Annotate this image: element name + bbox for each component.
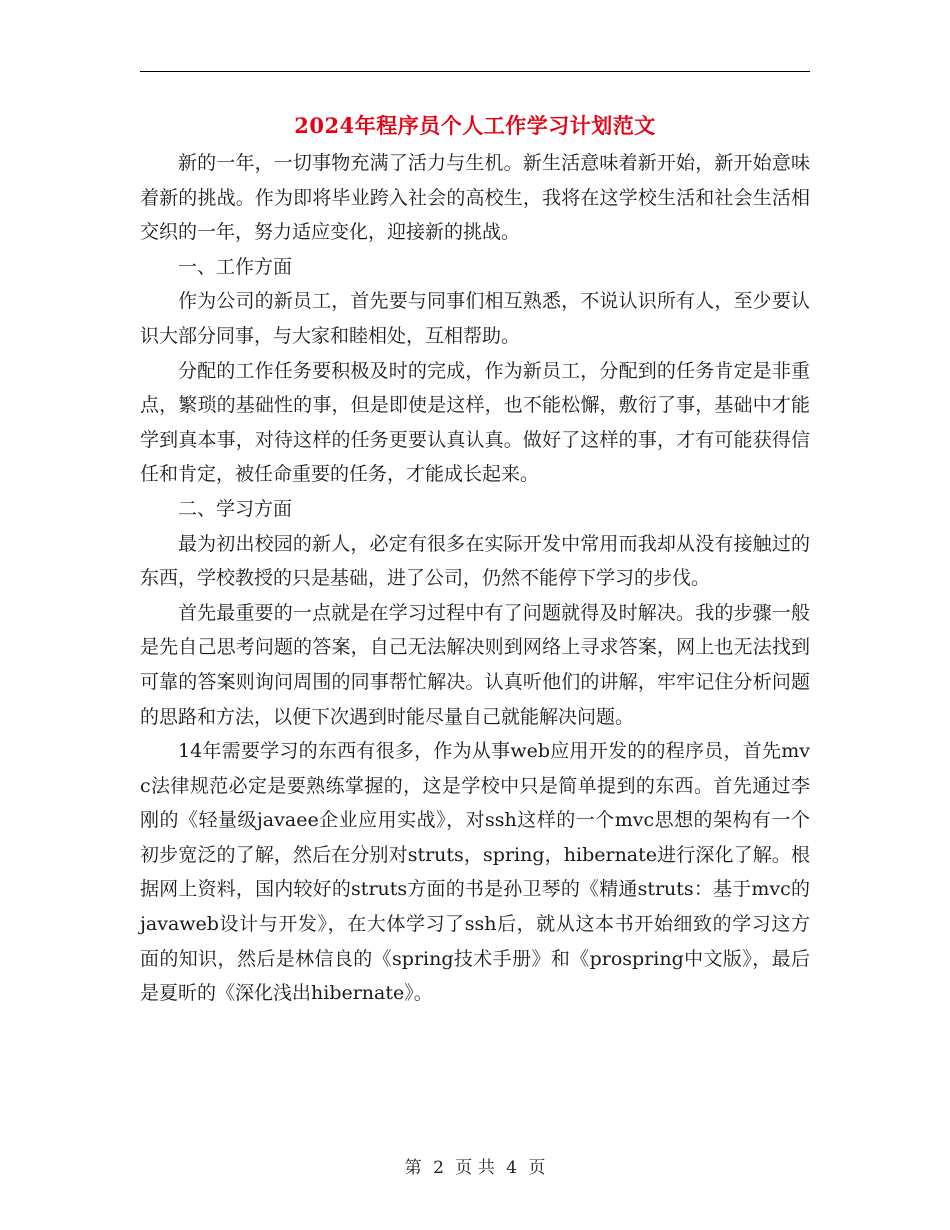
section-heading-study: 二、学习方面 xyxy=(178,497,293,520)
footer-prefix: 第 xyxy=(404,1158,422,1178)
paragraph-study-intro: 最为初出校园的新人，必定有很多在实际开发中常用而我却从没有接触过的东西，学校教授的只是基础，进了公司，仍然不能停下学习的步伐。 xyxy=(140,532,810,590)
paragraph-work-colleagues: 作为公司的新员工，首先要与同事们相互熟悉，不说认识所有人，至少要认识大部分同事，与大家和睦相处，互相帮助。 xyxy=(140,290,810,347)
paragraph-intro: 新的一年，一切事物充满了活力与生机。新生活意味着新开始，新开始意味着新的挑战。作为即将毕业跨入社会的高校生，我将在这学校生活和社会生活相交织的一年，努力适应变化，迎接新的挑战。 xyxy=(140,152,810,244)
page-footer xyxy=(0,1153,950,1178)
header-rule xyxy=(140,71,810,72)
paragraph-work-tasks: 分配的工作任务要积极及时的完成，作为新员工，分配到的任务肯定是非重点，繁琐的基础性的事，但是即使是这样，也不能松懈，敷衍了事，基础中才能学到真本事，对待这样的任务更要认真认真。做好了这样的事，才有可能获得信任和肯定，被任命重要的任务，才能成长起来。 xyxy=(140,359,810,486)
paragraph-study-books: 14年需要学习的东西有很多，作为从事web应用开发的的程序员，首先mvc法律规范必定是要熟练掌握的，这是学校中只是简单提到的东西。首先通过李刚的《轻量级javaee企业应用实战》，对ssh这样的一个mvc思想的架构有一个初步宽泛的了解，然后在分别对struts，spring，hibernate进行深化了解。根据网上资料，国内较好的struts方面的书是孙卫琴的《精通struts：基于mvc的javaweb设计与开发》，在大体学习了ssh后，就从这本书开始细致的学习这方面的知识，然后是林信良的《spring技术手册》和《prospring中文版》，最后是夏昕的《深化浅出hibernate》。 xyxy=(140,740,810,1005)
footer-page-number: 2 xyxy=(433,1158,444,1178)
paragraph-study-problems: 首先最重要的一点就是在学习过程中有了问题就得及时解决。我的步骤一般是先自己思考问题的答案，自己无法解决则到网络上寻求答案，网上也无法找到可靠的答案则询问周围的同事帮忙解决。认真听他们的讲解，牢牢记住分析问题的思路和方法，以便下次遇到时能尽量自己就能解决问题。 xyxy=(140,601,810,728)
footer-suffix: 页 xyxy=(528,1158,546,1178)
document-title: 2024年程序员个人工作学习计划范文 xyxy=(294,113,656,138)
section-heading-work: 一、工作方面 xyxy=(178,255,293,278)
document-body xyxy=(140,146,810,1011)
footer-mid: 页 共 xyxy=(455,1158,495,1178)
footer-total-pages: 4 xyxy=(506,1158,517,1178)
